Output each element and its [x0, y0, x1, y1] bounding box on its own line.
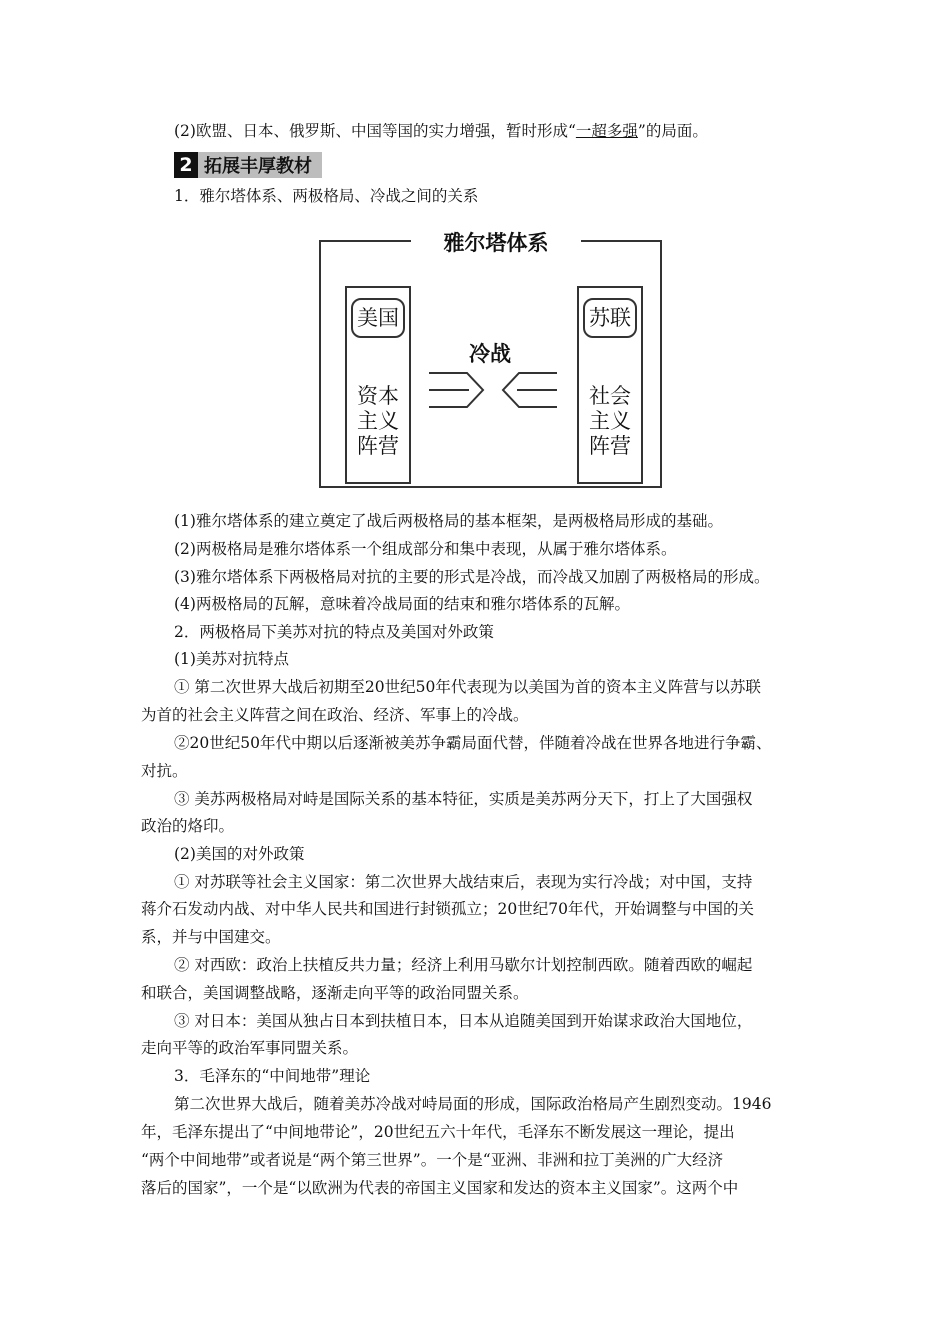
paragraph-line: 年，毛泽东提出了“中间地带论”，20世纪五六十年代，毛泽东不断发展这一理论，提出 — [141, 1123, 735, 1141]
paragraph-line: 落后的国家”，一个是“以欧洲为代表的帝国主义国家和发达的资本主义国家”。这两个中 — [141, 1179, 739, 1197]
paragraph-line: 第二次世界大战后，随着美苏冷战对峙局面的形成，国际政治格局产生剧烈变动。1946 — [174, 1095, 772, 1113]
section-number: 2 — [174, 152, 198, 178]
cold-war-label: 冷战 — [469, 342, 511, 366]
relation-point-3: (3)雅尔塔体系下两极格局对抗的主要的形式是冷战，而冷战又加剧了两极格局的形成。 — [174, 568, 770, 586]
paragraph-line: 和联合，美国调整战略，逐渐走向平等的政治同盟关系。 — [141, 984, 529, 1002]
paragraph-line: 蒋介石发动内战、对中华人民共和国进行封锁孤立；20世纪70年代，开始调整与中国的关 — [141, 900, 754, 918]
heading-2: 2．两极格局下美苏对抗的特点及美国对外政策 — [174, 623, 494, 641]
socialist-camp-label: 社会主义阵营 — [589, 384, 631, 458]
diagram-title: 雅尔塔体系 — [411, 230, 581, 254]
heading-1: 1．雅尔塔体系、两极格局、冷战之间的关系 — [174, 187, 479, 205]
paragraph-line: 为首的社会主义阵营之间在政治、经济、军事上的冷战。 — [141, 706, 529, 724]
paragraph-line: ③ 美苏两极格局对峙是国际关系的基本特征，实质是美苏两分天下，打上了大国强权 — [174, 790, 753, 808]
paragraph-line: “两个中间地带”或者说是“两个第三世界”。一个是“亚洲、非洲和拉丁美洲的广大经济 — [141, 1151, 724, 1169]
subheading-1: (1)美苏对抗特点 — [174, 650, 289, 668]
us-badge: 美国 — [351, 298, 405, 338]
ussr-badge: 苏联 — [583, 298, 637, 338]
paragraph-line: ② 对西欧：政治上扶植反共力量；经济上利用马歇尔计划控制西欧。随着西欧的崛起 — [174, 956, 753, 974]
confrontation-arrows-icon — [319, 230, 665, 492]
text-span: ”的局面。 — [637, 122, 708, 140]
text-span: (2)欧盟、日本、俄罗斯、中国等国的实力增强，暂时形成“ — [174, 122, 576, 140]
heading-3: 3．毛泽东的“中间地带”理论 — [174, 1067, 371, 1085]
paragraph-line: 系，并与中国建交。 — [141, 928, 281, 946]
paragraph-line: ① 对苏联等社会主义国家：第二次世界大战结束后，表现为实行冷战；对中国，支持 — [174, 873, 753, 891]
underlined-term: 一超多强 — [575, 122, 638, 140]
text-line — [174, 120, 708, 142]
yalta-diagram — [319, 230, 665, 492]
relation-point-4: (4)两极格局的瓦解，意味着冷战局面的结束和雅尔塔体系的瓦解。 — [174, 595, 630, 613]
paragraph-line: 对抗。 — [141, 762, 188, 780]
section-title: 拓展丰厚教材 — [198, 152, 322, 178]
paragraph-line: ③ 对日本：美国从独占日本到扶植日本，日本从追随美国到开始谋求政治大国地位， — [174, 1012, 753, 1030]
relation-point-2: (2)两极格局是雅尔塔体系一个组成部分和集中表现，从属于雅尔塔体系。 — [174, 540, 677, 558]
subheading-2: (2)美国的对外政策 — [174, 845, 305, 863]
paragraph-line: 走向平等的政治军事同盟关系。 — [141, 1039, 359, 1057]
capitalist-camp-label: 资本主义阵营 — [357, 384, 399, 458]
section-header — [174, 152, 322, 178]
paragraph-line: 政治的烙印。 — [141, 817, 235, 835]
paragraph-line: ②20世纪50年代中期以后逐渐被美苏争霸局面代替，伴随着冷战在世界各地进行争霸、 — [174, 734, 772, 752]
paragraph-line: ① 第二次世界大战后初期至20世纪50年代表现为以美国为首的资本主义阵营与以苏联 — [174, 678, 761, 696]
relation-point-1: (1)雅尔塔体系的建立奠定了战后两极格局的基本框架，是两极格局形成的基础。 — [174, 512, 723, 530]
